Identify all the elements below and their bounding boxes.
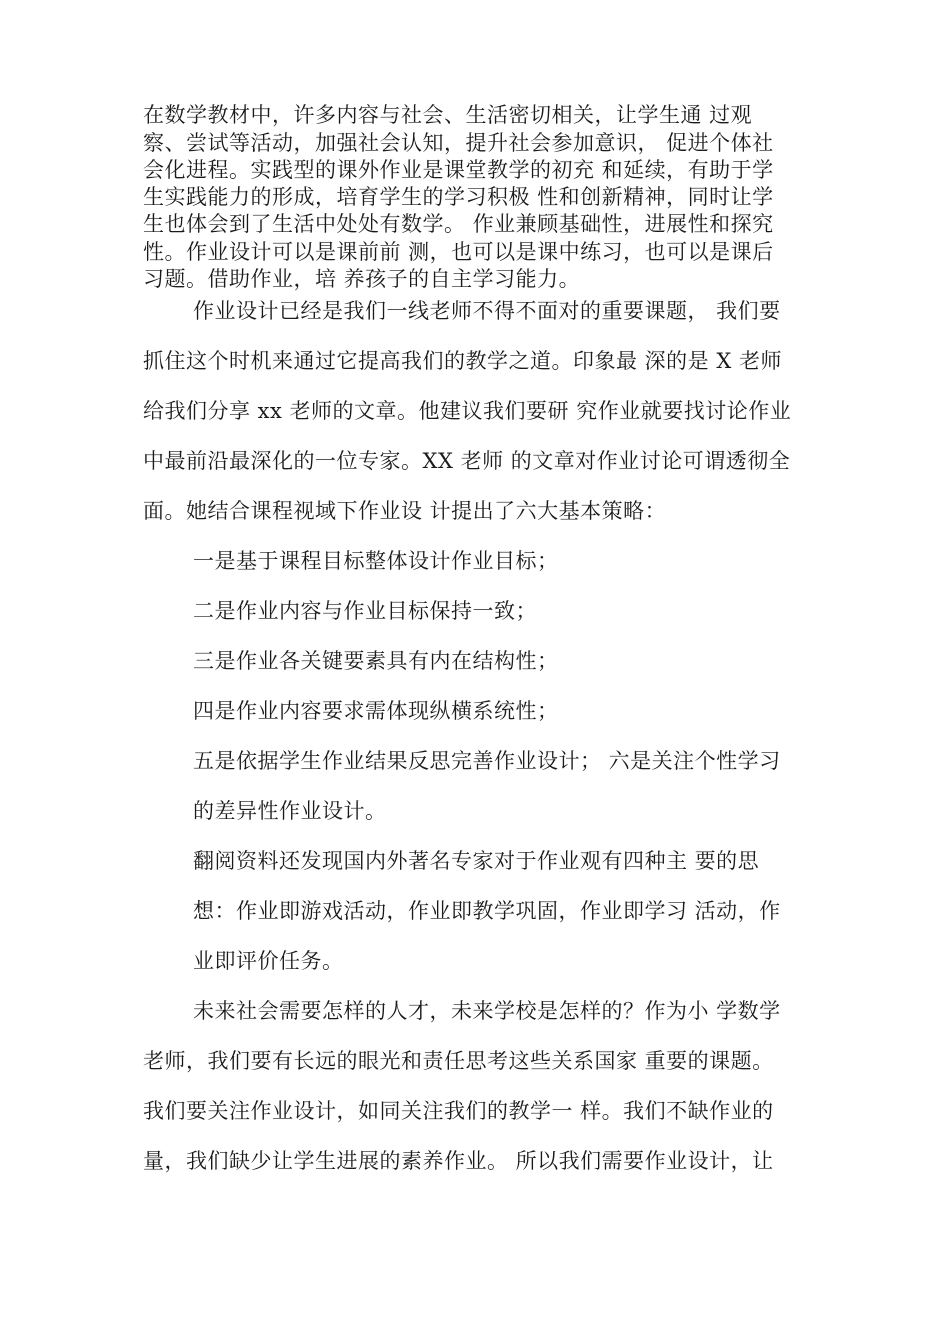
text-line: 生实践能力的形成，培育学生的学习积极 性和创新精神，同时让学 (143, 185, 774, 209)
text-line: 二是作业内容与作业目标保持一致； (193, 599, 537, 623)
text-line: 的差异性作业设计。 (193, 799, 387, 823)
text-line: 会化进程。实践型的课外作业是课堂教学的初充 和延续，有助于学 (143, 158, 774, 182)
text-line: 在数学教材中，许多内容与社会、生活密切相关，让学生通 过观 (143, 103, 753, 127)
text-line: 作业设计已经是我们一线老师不得不面对的重要课题， 我们要 (193, 299, 781, 323)
text-line: 习题。借助作业，培 养孩子的自主学习能力。 (143, 267, 581, 291)
text-line: 想：作业即游戏活动，作业即教学巩固，作业即学习 活动，作 (193, 899, 781, 923)
text-line: 我们要关注作业设计，如同关注我们的教学一 样。我们不缺作业的 (143, 1099, 774, 1123)
text-line: 业即评价任务。 (193, 949, 344, 973)
text-line: 给我们分享 xx 老师的文章。他建议我们要研 究作业就要找讨论作业 (143, 399, 792, 423)
text-line: 五是依据学生作业结果反思完善作业设计； 六是关注个性学习 (193, 749, 781, 773)
text-line: 三是作业各关键要素具有内在结构性； (193, 649, 559, 673)
text-line: 抓住这个时机来通过它提高我们的教学之道。印象最 深的是 X 老师 (143, 349, 782, 373)
text-line: 老师，我们要有长远的眼光和责任思考这些关系国家 重要的课题。 (143, 1049, 774, 1073)
text-line: 性。作业设计可以是课前前 测，也可以是课中练习，也可以是课后 (143, 240, 774, 264)
text-line: 面。她结合课程视域下作业设 计提出了六大基本策略： (143, 499, 667, 523)
text-line: 翻阅资料还发现国内外著名专家对于作业观有四种主 要的思 (193, 849, 760, 873)
text-line: 量，我们缺少让学生进展的素养作业。 所以我们需要作业设计，让 (143, 1149, 774, 1173)
text-line: 四是作业内容要求需体现纵横系统性； (193, 699, 559, 723)
text-line: 察、尝试等活动，加强社会认知，提升社会参加意识， 促进个体社 (143, 131, 774, 155)
text-line: 中最前沿最深化的一位专家。XX 老师 的文章对作业讨论可谓透彻全 (143, 449, 791, 473)
text-line: 生也体会到了生活中处处有数学。 作业兼顾基础性，进展性和探究 (143, 212, 774, 236)
text-line: 未来社会需要怎样的人才，未来学校是怎样的？作为小 学数学 (193, 999, 781, 1023)
text-line: 一是基于课程目标整体设计作业目标； (193, 549, 559, 573)
